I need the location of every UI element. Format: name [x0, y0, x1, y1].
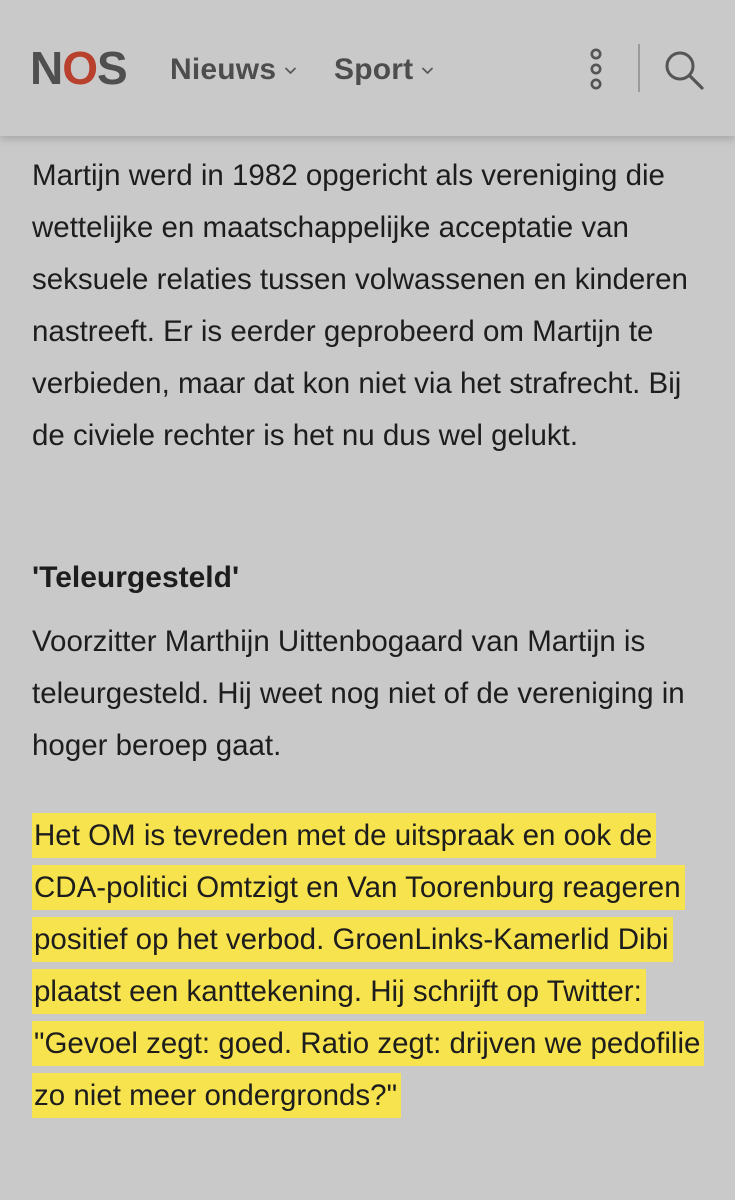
article-paragraph: Voorzitter Marthijn Uittenbogaard van Martijn is teleurgesteld. Hij weet nog niet of de vereniging in hoger beroep gaat. — [32, 625, 685, 762]
nav-sport-label: Sport — [334, 53, 414, 86]
article-paragraph: Martijn werd in 1982 opgericht als vereniging die wettelijke en maatschappelijke acceptatie van seksuele relaties tussen volwassenen en kinderen nastreeft. Er is eerder geprobeerd om Martijn te verbieden, maar dat kon niet via het strafrecht. Bij de civiele rechter is het nu dus wel gelukt. — [32, 159, 688, 452]
nav-nieuws-dropdown[interactable] — [170, 50, 297, 90]
text-highlight: Het OM is tevreden met de uitspraak en ook de CDA-politici Omtzigt en Van Toorenburg reageren positief op het verbod. GroenLinks-Kamerlid Dibi plaatst een kanttekening. Hij schrijft op Twitter: "Gevoel zegt: goed. Ratio zegt: drijven we pedofilie zo niet meer ondergronds?" — [32, 813, 704, 1118]
logo-letter-n: N — [30, 42, 63, 94]
search-icon[interactable] — [662, 48, 706, 92]
nos-logo[interactable] — [30, 42, 127, 94]
top-navigation-bar — [0, 0, 735, 136]
more-vertical-icon[interactable] — [581, 46, 611, 92]
nav-nieuws-label: Nieuws — [170, 53, 277, 86]
logo-letter-s: S — [97, 42, 127, 94]
chevron-down-icon — [421, 64, 434, 77]
header-divider — [638, 44, 640, 92]
chevron-down-icon — [284, 64, 297, 77]
logo-letter-o: O — [62, 42, 98, 94]
article-subheading: 'Teleurgesteld' — [32, 561, 240, 594]
highlighted-paragraph — [32, 810, 712, 1122]
nav-sport-dropdown[interactable] — [334, 50, 434, 90]
